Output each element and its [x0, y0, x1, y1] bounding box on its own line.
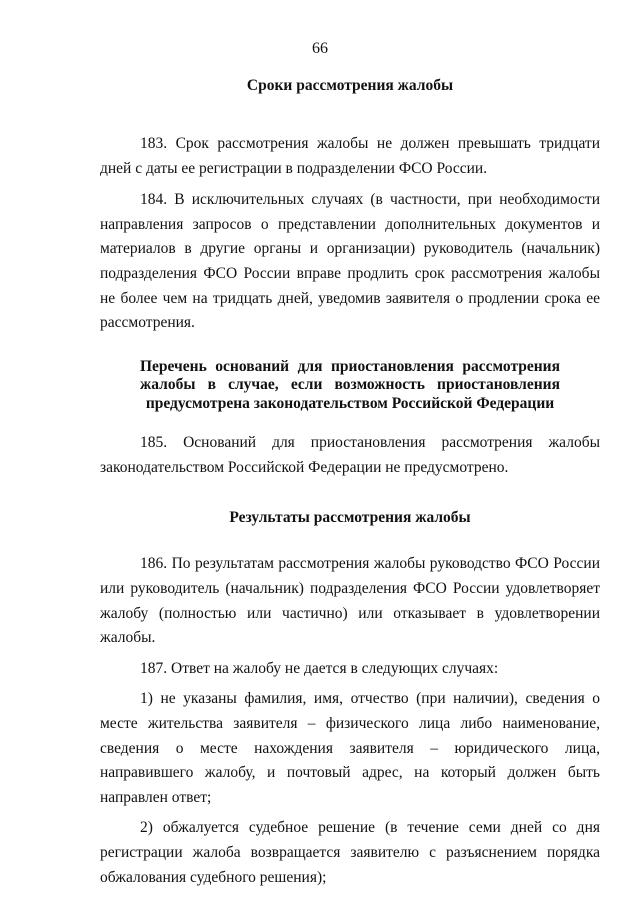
paragraph-184: 184. В исключительных случаях (в частности, при необходимости направления запросов о представлении дополнительных документов и материалов в другие органы и организации) руководитель (начальник) подразделения ФСО России вправе продлить срок рассмотрения жалобы не более чем на тридцать дней, уведомив заявителя о продлении срока ее рассмотрения.	[100, 191, 600, 332]
document-body	[100, 70, 600, 890]
section-heading-review-terms: Сроки рассмотрения жалобы	[246, 77, 454, 94]
paragraph-183: 183. Срок рассмотрения жалобы не должен превышать тридцати дней с даты ее регистрации в подразделении ФСО России.	[100, 135, 600, 177]
paragraph-186: 186. По результатам рассмотрения жалобы руководство ФСО России или руководитель (начальник) подразделения ФСО России удовлетворяет жалобу (полностью или частично) или отказывает в удовлетворении жалобы.	[100, 555, 600, 647]
page-number: 66	[312, 40, 328, 57]
section-heading-review-results: Результаты рассмотрения жалобы	[229, 509, 471, 527]
paragraph-185: 185. Оснований для приостановления рассмотрения жалобы законодательством Российской Федерации не предусмотрено.	[100, 434, 600, 476]
list-item-2: 2) обжалуется судебное решение (в течение семи дней со дня регистрации жалоба возвращается заявителю с разъяснением порядка обжалования судебного решения);	[100, 819, 600, 886]
list-item-1: 1) не указаны фамилия, имя, отчество (при наличии), сведения о месте жительства заявителя – физического лица либо наименование, сведения о месте нахождения заявителя – юридического лица, направившего жалобу, и почтовый адрес, на который должен быть направлен ответ;	[100, 690, 600, 806]
section-heading-suspension-grounds: Перечень оснований для приостановления рассмотрения жалобы в случае, если возможность приостановления предусмотрена законодательством Российской Федерации	[140, 357, 560, 412]
paragraph-187: 187. Ответ на жалобу не дается в следующих случаях:	[140, 659, 499, 677]
